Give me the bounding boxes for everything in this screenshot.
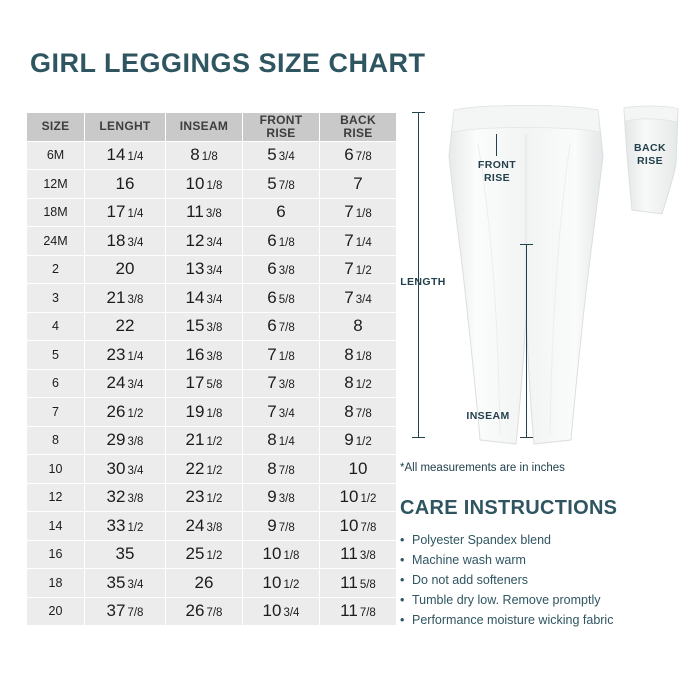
value-fraction: 3/8 [127,293,144,306]
cell-front-rise [243,255,320,284]
length-tick-top [412,112,425,113]
value-fraction: 3/4 [206,236,223,249]
value-fraction: 7/8 [278,521,295,534]
table-header [27,113,397,142]
cell-length [85,398,166,427]
bullet-icon: • [400,533,405,547]
cell-front-rise [243,198,320,227]
cell-length [85,312,166,341]
cell-inseam [166,398,243,427]
value-whole: 11 [340,572,358,592]
value-fraction: 1/4 [278,436,295,449]
cell-length [85,597,166,626]
table-row [27,597,397,626]
value-fraction: 1/2 [360,493,377,506]
cell-back-rise [320,426,397,455]
label-length: LENGTH [400,276,446,288]
value-whole: 18 [106,230,126,250]
cell-front-rise [243,455,320,484]
value-whole: 35 [106,572,126,592]
value-fraction: 3/8 [127,436,144,449]
value-fraction: 3/4 [127,236,144,249]
value-whole: 15 [185,316,205,336]
cell-back-rise [320,483,397,512]
column-header-inseam: INSEAM [166,113,243,142]
value-fraction: 3/4 [278,407,295,420]
cell-size: 16 [27,540,85,569]
value-whole: 32 [106,487,126,507]
cell-back-rise [320,512,397,541]
care-instruction-item [400,610,690,630]
value-whole: 25 [185,544,205,564]
value-fraction: 3/4 [127,578,144,591]
table-row [27,341,397,370]
cell-size: 7 [27,398,85,427]
table-row [27,398,397,427]
value-whole: 7 [353,173,363,193]
value-fraction: 1/2 [355,379,372,392]
table-row [27,483,397,512]
label-inseam: INSEAM [466,410,510,422]
cell-length [85,540,166,569]
measurement-footnote: *All measurements are in inches [400,462,565,474]
cell-back-rise [320,569,397,598]
size-chart-table [26,112,397,626]
table-row [27,569,397,598]
cell-inseam [166,540,243,569]
value-whole: 23 [106,344,126,364]
value-whole: 7 [267,373,277,393]
cell-size: 5 [27,341,85,370]
cell-size: 24M [27,227,85,256]
cell-size: 20 [27,597,85,626]
value-fraction: 1/8 [283,550,300,563]
cell-front-rise [243,227,320,256]
value-whole: 10 [185,173,205,193]
cell-back-rise [320,284,397,313]
care-instruction-text: Machine wash warm [412,553,526,567]
value-whole: 19 [185,401,205,421]
cell-inseam [166,512,243,541]
value-whole: 22 [115,316,135,336]
cell-back-rise [320,540,397,569]
table-row [27,426,397,455]
value-fraction: 1/8 [206,407,223,420]
table-row [27,198,397,227]
value-fraction: 1/8 [201,151,218,164]
value-fraction: 3/4 [206,265,223,278]
table-header-row [27,113,397,142]
value-whole: 21 [185,430,205,450]
value-fraction: 3/4 [206,293,223,306]
cell-size: 4 [27,312,85,341]
cell-length [85,141,166,170]
value-whole: 8 [267,458,277,478]
table-row [27,170,397,199]
cell-inseam [166,341,243,370]
column-header-front-rise: FRONT RISE [243,113,320,142]
cell-length [85,512,166,541]
value-whole: 35 [115,544,135,564]
value-whole: 11 [186,202,204,222]
cell-back-rise [320,198,397,227]
cell-front-rise [243,170,320,199]
value-fraction: 1/8 [206,179,223,192]
cell-front-rise [243,369,320,398]
cell-length [85,455,166,484]
cell-front-rise [243,512,320,541]
value-whole: 17 [185,373,205,393]
value-whole: 6 [267,259,277,279]
value-whole: 26 [185,601,205,621]
cell-inseam [166,141,243,170]
value-whole: 14 [185,287,205,307]
bullet-icon: • [400,593,405,607]
cell-front-rise [243,569,320,598]
inseam-measure-line [526,244,527,437]
value-fraction: 1/8 [278,236,295,249]
value-fraction: 1/2 [283,578,300,591]
care-instruction-item [400,570,690,590]
table-row [27,312,397,341]
value-whole: 26 [194,572,214,592]
value-whole: 7 [267,344,277,364]
bullet-icon: • [400,553,405,567]
cell-inseam [166,455,243,484]
value-fraction: 1/2 [355,436,372,449]
care-instruction-item [400,550,690,570]
value-whole: 9 [267,487,277,507]
front-rise-measure-line [496,134,497,156]
cell-inseam [166,255,243,284]
value-fraction: 1/2 [206,464,223,477]
table-row [27,512,397,541]
value-whole: 24 [185,515,205,535]
value-whole: 6 [267,316,277,336]
value-whole: 6 [267,230,277,250]
label-front-rise: FRONT RISE [477,159,517,185]
cell-back-rise [320,255,397,284]
cell-inseam [166,426,243,455]
value-whole: 22 [185,458,205,478]
value-whole: 7 [344,230,354,250]
cell-length [85,369,166,398]
value-whole: 9 [267,515,277,535]
cell-length [85,284,166,313]
care-instructions-title: CARE INSTRUCTIONS [400,497,618,519]
cell-size: 8 [27,426,85,455]
table-body [27,141,397,626]
value-fraction: 3/4 [127,379,144,392]
cell-front-rise [243,597,320,626]
cell-size: 12 [27,483,85,512]
value-fraction: 1/4 [127,208,144,221]
value-whole: 20 [115,259,135,279]
value-fraction: 7/8 [206,607,223,620]
value-fraction: 5/8 [278,293,295,306]
cell-front-rise [243,141,320,170]
value-whole: 33 [106,515,126,535]
value-whole: 11 [340,601,358,621]
column-header-size: SIZE [27,113,85,142]
care-instruction-text: Do not add softeners [412,573,529,587]
value-fraction: 1/4 [355,236,372,249]
value-fraction: 3/8 [205,208,222,221]
value-whole: 30 [106,458,126,478]
value-whole: 24 [106,373,126,393]
value-fraction: 3/4 [355,293,372,306]
value-fraction: 1/2 [206,493,223,506]
value-whole: 8 [344,373,354,393]
cell-inseam [166,483,243,512]
cell-front-rise [243,426,320,455]
table-row [27,255,397,284]
value-fraction: 3/8 [278,265,295,278]
value-fraction: 1/8 [355,208,372,221]
table-row [27,540,397,569]
table-row [27,141,397,170]
value-whole: 8 [353,316,363,336]
leggings-illustration [400,104,685,454]
cell-back-rise [320,341,397,370]
value-fraction: 1/4 [127,350,144,363]
value-fraction: 7/8 [278,322,295,335]
cell-front-rise [243,483,320,512]
page-title: GIRL LEGGINGS SIZE CHART [30,48,426,78]
care-instruction-text: Polyester Spandex blend [412,533,551,547]
cell-back-rise [320,597,397,626]
care-instruction-item [400,590,690,610]
value-whole: 12 [185,230,205,250]
value-whole: 17 [106,202,126,222]
cell-inseam [166,369,243,398]
value-whole: 26 [106,401,126,421]
value-whole: 8 [267,430,277,450]
cell-length [85,341,166,370]
value-fraction: 7/8 [278,179,295,192]
cell-back-rise [320,170,397,199]
value-whole: 7 [344,287,354,307]
value-fraction: 1/2 [206,550,223,563]
value-whole: 37 [106,601,126,621]
care-instruction-text: Performance moisture wicking fabric [412,613,614,627]
cell-inseam [166,312,243,341]
value-fraction: 3/4 [278,151,295,164]
value-fraction: 7/8 [278,464,295,477]
length-tick-bottom [412,437,425,438]
bullet-icon: • [400,573,405,587]
value-fraction: 1/4 [127,151,144,164]
value-whole: 21 [106,287,126,307]
cell-inseam [166,597,243,626]
cell-length [85,569,166,598]
value-fraction: 7/8 [359,607,376,620]
value-fraction: 5/8 [206,379,223,392]
value-whole: 16 [185,344,205,364]
value-whole: 5 [267,145,277,165]
cell-inseam [166,198,243,227]
value-whole: 8 [344,344,354,364]
cell-length [85,227,166,256]
cell-size: 6M [27,141,85,170]
cell-back-rise [320,227,397,256]
value-whole: 10 [262,601,282,621]
cell-back-rise [320,398,397,427]
value-fraction: 1/8 [278,350,295,363]
cell-size: 12M [27,170,85,199]
table-row [27,227,397,256]
value-fraction: 1/2 [355,265,372,278]
cell-inseam [166,284,243,313]
value-fraction: 7/8 [355,151,372,164]
cell-length [85,170,166,199]
cell-size: 6 [27,369,85,398]
value-whole: 16 [115,173,135,193]
cell-inseam [166,569,243,598]
value-fraction: 3/4 [127,464,144,477]
length-measure-line [418,112,419,437]
value-whole: 13 [185,259,205,279]
cell-front-rise [243,341,320,370]
value-whole: 10 [348,458,368,478]
cell-size: 18 [27,569,85,598]
value-whole: 7 [344,202,354,222]
cell-length [85,483,166,512]
value-fraction: 1/2 [206,436,223,449]
value-fraction: 3/8 [359,550,376,563]
cell-length [85,426,166,455]
value-whole: 10 [339,487,359,507]
value-whole: 29 [106,430,126,450]
value-whole: 8 [190,145,200,165]
cell-size: 18M [27,198,85,227]
table-row [27,369,397,398]
cell-size: 2 [27,255,85,284]
cell-back-rise [320,141,397,170]
value-fraction: 7/8 [355,407,372,420]
cell-length [85,255,166,284]
value-fraction: 3/8 [278,493,295,506]
value-fraction: 5/8 [359,578,376,591]
column-header-back-rise: BACK RISE [320,113,397,142]
value-whole: 9 [344,430,354,450]
value-whole: 10 [339,515,359,535]
leggings-front-image [438,104,616,449]
value-fraction: 3/8 [206,322,223,335]
label-back-rise: BACK RISE [634,142,666,168]
value-whole: 5 [267,173,277,193]
value-whole: 7 [267,401,277,421]
care-instruction-text: Tumble dry low. Remove promptly [412,593,601,607]
inseam-tick-bottom [520,437,533,438]
cell-inseam [166,170,243,199]
cell-front-rise [243,398,320,427]
bullet-icon: • [400,613,405,627]
cell-back-rise [320,312,397,341]
cell-size: 3 [27,284,85,313]
table-row [27,284,397,313]
cell-length [85,198,166,227]
column-header-length: LENGHT [85,113,166,142]
value-whole: 14 [106,145,126,165]
cell-inseam [166,227,243,256]
table-row [27,455,397,484]
cell-front-rise [243,312,320,341]
value-fraction: 1/2 [127,521,144,534]
value-fraction: 3/4 [283,607,300,620]
cell-front-rise [243,284,320,313]
value-fraction: 3/8 [278,379,295,392]
value-whole: 8 [344,401,354,421]
value-fraction: 3/8 [206,350,223,363]
value-fraction: 3/8 [206,521,223,534]
cell-size: 14 [27,512,85,541]
care-instructions-list [400,530,690,630]
care-instruction-item [400,530,690,550]
value-whole: 6 [267,287,277,307]
value-whole: 11 [340,544,358,564]
value-whole: 23 [185,487,205,507]
value-fraction: 1/8 [355,350,372,363]
cell-front-rise [243,540,320,569]
value-fraction: 7/8 [127,607,144,620]
value-fraction: 1/2 [127,407,144,420]
value-whole: 6 [344,145,354,165]
value-fraction: 7/8 [360,521,377,534]
value-whole: 10 [262,572,282,592]
cell-back-rise [320,455,397,484]
value-fraction: 3/8 [127,493,144,506]
value-whole: 10 [262,544,282,564]
cell-size: 10 [27,455,85,484]
value-whole: 7 [344,259,354,279]
value-whole: 6 [276,202,286,222]
inseam-tick-top [520,244,533,245]
cell-back-rise [320,369,397,398]
